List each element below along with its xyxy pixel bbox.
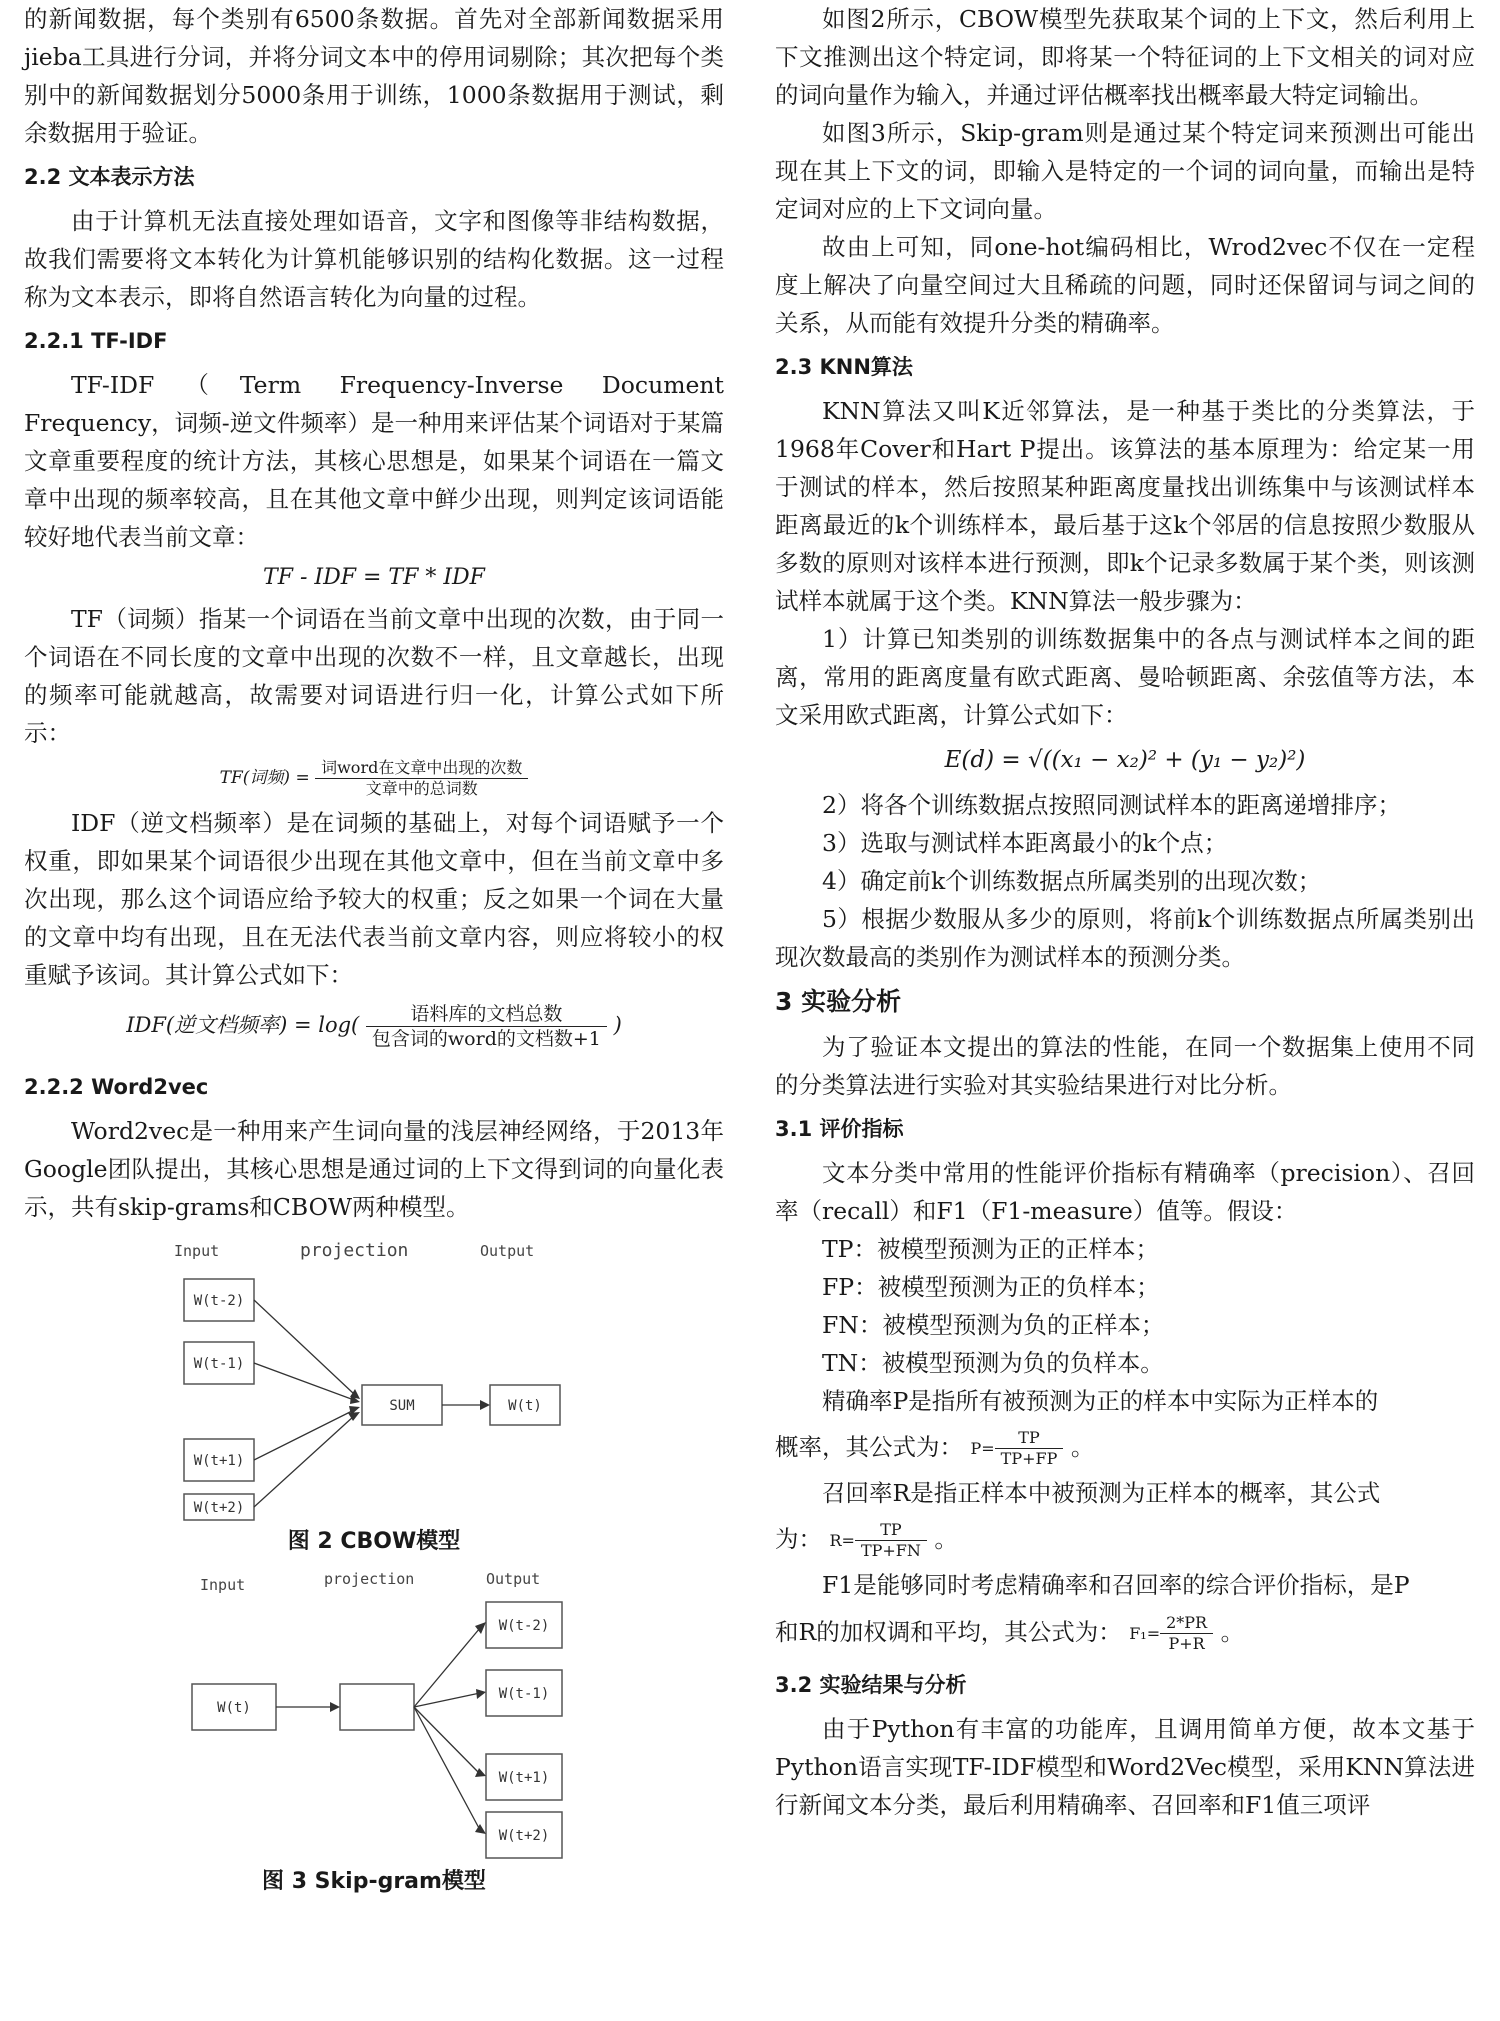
fraction — [995, 1428, 1064, 1469]
paragraph: 召回率R是指正样本中被预测为正样本的概率，其公式 — [822, 1479, 1381, 1507]
step-2: 2）将各个训练数据点按照同测试样本的距离递增排序； — [822, 791, 1401, 819]
fraction — [315, 758, 528, 799]
formula-lhs: P= — [970, 1438, 995, 1458]
output-box-label: W(t+2) — [498, 1828, 550, 1844]
formula-precision — [970, 1438, 994, 1459]
formula-f1 — [1129, 1624, 1160, 1644]
paragraph: IDF（逆文档频率）是在词频的基础上，对每个词语赋予一个权重，即如果某个词语很少出现在其他文章中，但在当前文章中多次出现，那么这个词语应给予较大的权重；反之如果一个词在大量的文章中均有出现，且在无法代表当前文章内容，则应将较小的权重赋予该词。其计算公式如下： — [24, 809, 724, 989]
paragraph: KNN算法又叫K近邻算法，是一种基于类比的分类算法，于1968年Cover和Hart P提出。该算法的基本原理为：给定某一用于测试的样本，然后按照某种距离度量找出训练集中与该测试样本距离最近的k个训练样本，最后基于这k个邻居的信息按照少数服从多数的原则对该样本进行预测，即k个记录多数属于某个类，则该测试样本就属于这个类。KNN算法一般步骤为： — [775, 397, 1475, 615]
paragraph: 为了验证本文提出的算法的性能，在同一个数据集上使用不同的分类算法进行实验对其实验结果进行对比分析。 — [775, 1033, 1475, 1099]
paragraph: 故由上可知，同one-hot编码相比，Wrod2vec不仅在一定程度上解决了向量空间过大且稀疏的问题，同时还保留词与词之间的关系，从而能有效提升分类的精确率。 — [775, 233, 1475, 337]
step-3: 3）选取与测试样本距离最小的k个点； — [822, 829, 1228, 857]
section-heading-2-2-2: 2.2.2 Word2vec — [24, 1075, 209, 1099]
output-label: Output — [486, 1570, 541, 1588]
left-column — [24, 0, 724, 1902]
output-box-label: W(t-2) — [498, 1618, 550, 1634]
section-heading-2-2: 2.2 文本表示方法 — [24, 165, 195, 189]
paragraph: 由于Python有丰富的功能库，且调用简单方便，故本文基于Python语言实现TF-IDF模型和Word2Vec模型，采用KNN算法进行新闻文本分类，最后利用精确率、召回率和F1值三项评 — [775, 1715, 1475, 1819]
formula-tf-idf: TF - IDF = TF * IDF — [263, 565, 485, 590]
fraction-numerator: TP — [855, 1520, 927, 1541]
formula-recall — [829, 1531, 854, 1551]
formula-lhs: F₁= — [1129, 1623, 1161, 1643]
fraction — [1160, 1613, 1213, 1654]
paragraph: 如图2所示，CBOW模型先获取某个词的上下文，然后利用上下文推测出这个特定词，即将某一个特征词的上下文相关的词对应的词向量作为输入，并通过评估概率找出概率最大特定词输出。 — [775, 5, 1475, 109]
section-heading-2-2-1: 2.2.1 TF-IDF — [24, 329, 168, 353]
text: 为： — [775, 1525, 822, 1553]
definition-tp: TP：被模型预测为正的正样本； — [822, 1235, 1159, 1263]
projection-label: projection — [324, 1570, 415, 1588]
paragraph-with-formula — [775, 1604, 1475, 1660]
input-box-label: W(t+2) — [193, 1500, 245, 1516]
text: 和R的加权调和平均，其公式为： — [775, 1618, 1122, 1646]
definition-fn: FN：被模型预测为负的正样本； — [822, 1311, 1165, 1339]
projection-box — [340, 1684, 414, 1730]
fraction-numerator: 语料库的文档总数 — [366, 1002, 607, 1027]
input-box-label: W(t-2) — [193, 1293, 245, 1309]
section-heading-3-1: 3.1 评价指标 — [775, 1117, 904, 1141]
output-box-label: W(t-1) — [498, 1686, 550, 1702]
definition-tn: TN：被模型预测为负的负样本。 — [822, 1349, 1164, 1377]
input-label: Input — [200, 1576, 246, 1594]
paragraph-with-formula — [775, 1420, 1475, 1474]
fraction-denominator: 文章中的总词数 — [365, 779, 478, 798]
paragraph: 文本分类中常用的性能评价指标有精确率（precision）、召回率（recall）和F1（F1-measure）值等。假设： — [775, 1159, 1475, 1225]
paragraph: 如图3所示，Skip-gram则是通过某个特定词来预测出可能出现在其上下文的词，即输入是特定的一个词的词向量，而输出是特定词对应的上下文词向量。 — [775, 119, 1475, 223]
formula-lhs: R= — [829, 1530, 855, 1550]
cbow-diagram — [24, 1232, 724, 1522]
fraction-denominator: 包含词的word的文档数+1 — [371, 1028, 601, 1050]
figure-2-caption: 图 2 CBOW模型 — [287, 1529, 461, 1554]
fraction-numerator: 词word在文章中出现的次数 — [315, 758, 528, 779]
fraction — [855, 1520, 927, 1561]
fraction-numerator: 2*PR — [1160, 1613, 1213, 1634]
text: 概率，其公式为： — [775, 1433, 963, 1461]
right-column — [775, 0, 1475, 1824]
fraction-denominator: TP+FN — [860, 1541, 921, 1560]
step-1: 1）计算已知类别的训练数据集中的各点与测试样本之间的距离，常用的距离度量有欧式距离、曼哈顿距离、余弦值等方法，本文采用欧式距离，计算公式如下： — [775, 625, 1475, 729]
output-label: Output — [480, 1242, 535, 1260]
step-4: 4）确定前k个训练数据点所属类别的出现次数； — [822, 867, 1322, 895]
input-box-label: W(t) — [217, 1700, 251, 1716]
skip-gram-diagram — [24, 1562, 724, 1862]
text: 。 — [934, 1525, 958, 1553]
section-heading-3-2: 3.2 实验结果与分析 — [775, 1673, 967, 1697]
paragraph: TF（词频）指某一个词语在当前文章中出现的次数，由于同一个词语在不同长度的文章中出现的次数不一样，且文章越长，出现的频率可能就越高，故需要对词语进行归一化，计算公式如下所示： — [24, 605, 724, 747]
figure-3-caption: 图 3 Skip-gram模型 — [262, 1869, 486, 1894]
paragraph: F1是能够同时考虑精确率和召回率的综合评价指标，是P — [822, 1571, 1410, 1599]
text: 。 — [1220, 1618, 1245, 1646]
section-heading-3: 3 实验分析 — [775, 987, 902, 1016]
section-heading-2-3: 2.3 KNN算法 — [775, 355, 913, 379]
input-box-label: W(t-1) — [193, 1356, 245, 1372]
formula-euclidean: E(d) = √((x₁ − x₂)² + (y₁ − y₂)²) — [944, 747, 1306, 773]
projection-label: projection — [300, 1240, 409, 1261]
formula-lhs: IDF(逆文档频率) = log( — [126, 1013, 360, 1037]
sum-label: SUM — [389, 1398, 415, 1414]
paragraph: 精确率P是指所有被预测为正的样本中实际为正样本的 — [822, 1387, 1379, 1415]
fraction-denominator: TP+FP — [1000, 1449, 1058, 1468]
output-box-label: W(t+1) — [498, 1770, 550, 1786]
paragraph: 的新闻数据，每个类别有6500条数据。首先对全部新闻数据采用jieba工具进行分词，并将分词文本中的停用词剔除；其次把每个类别中的新闻数据划分5000条用于训练，1000条数据用于测试，剩余数据用于验证。 — [24, 5, 724, 147]
definition-fp: FP：被模型预测为正的负样本； — [822, 1273, 1160, 1301]
input-box-label: W(t+1) — [193, 1453, 245, 1469]
formula-idf — [24, 994, 724, 1056]
formula-tf — [24, 752, 724, 804]
text: 。 — [1070, 1433, 1095, 1461]
fraction — [366, 1002, 607, 1051]
formula-rhs: ) — [613, 1013, 622, 1037]
fraction-denominator: P+R — [1168, 1634, 1205, 1653]
paragraph: Word2vec是一种用来产生词向量的浅层神经网络，于2013年Google团队提出，其核心思想是通过词的上下文得到词的向量化表示，共有skip-grams和CBOW两种模型。 — [24, 1117, 724, 1221]
fraction-numerator: TP — [995, 1428, 1064, 1449]
input-label: Input — [174, 1242, 220, 1260]
step-5: 5）根据少数服从多少的原则，将前k个训练数据点所属类别出现次数最高的类别作为测试样本的预测分类。 — [775, 905, 1475, 971]
formula-lhs: TF(词频) = — [219, 768, 310, 788]
paragraph: TF-IDF（Term Frequency-Inverse Document Frequency，词频-逆文件频率）是一种用来评估某个词语对于某篇文章重要程度的统计方法，其核心思想是，如果某个词语在一篇文章中出现的频率较高，且在其他文章中鲜少出现，则判定该词语能较好地代表当前文章： — [24, 371, 724, 551]
paragraph: 由于计算机无法直接处理如语音，文字和图像等非结构数据，故我们需要将文本转化为计算机能够识别的结构化数据。这一过程称为文本表示，即将自然语言转化为向量的过程。 — [24, 207, 724, 311]
paragraph-with-formula — [775, 1512, 1475, 1566]
output-box-label: W(t) — [508, 1398, 542, 1414]
